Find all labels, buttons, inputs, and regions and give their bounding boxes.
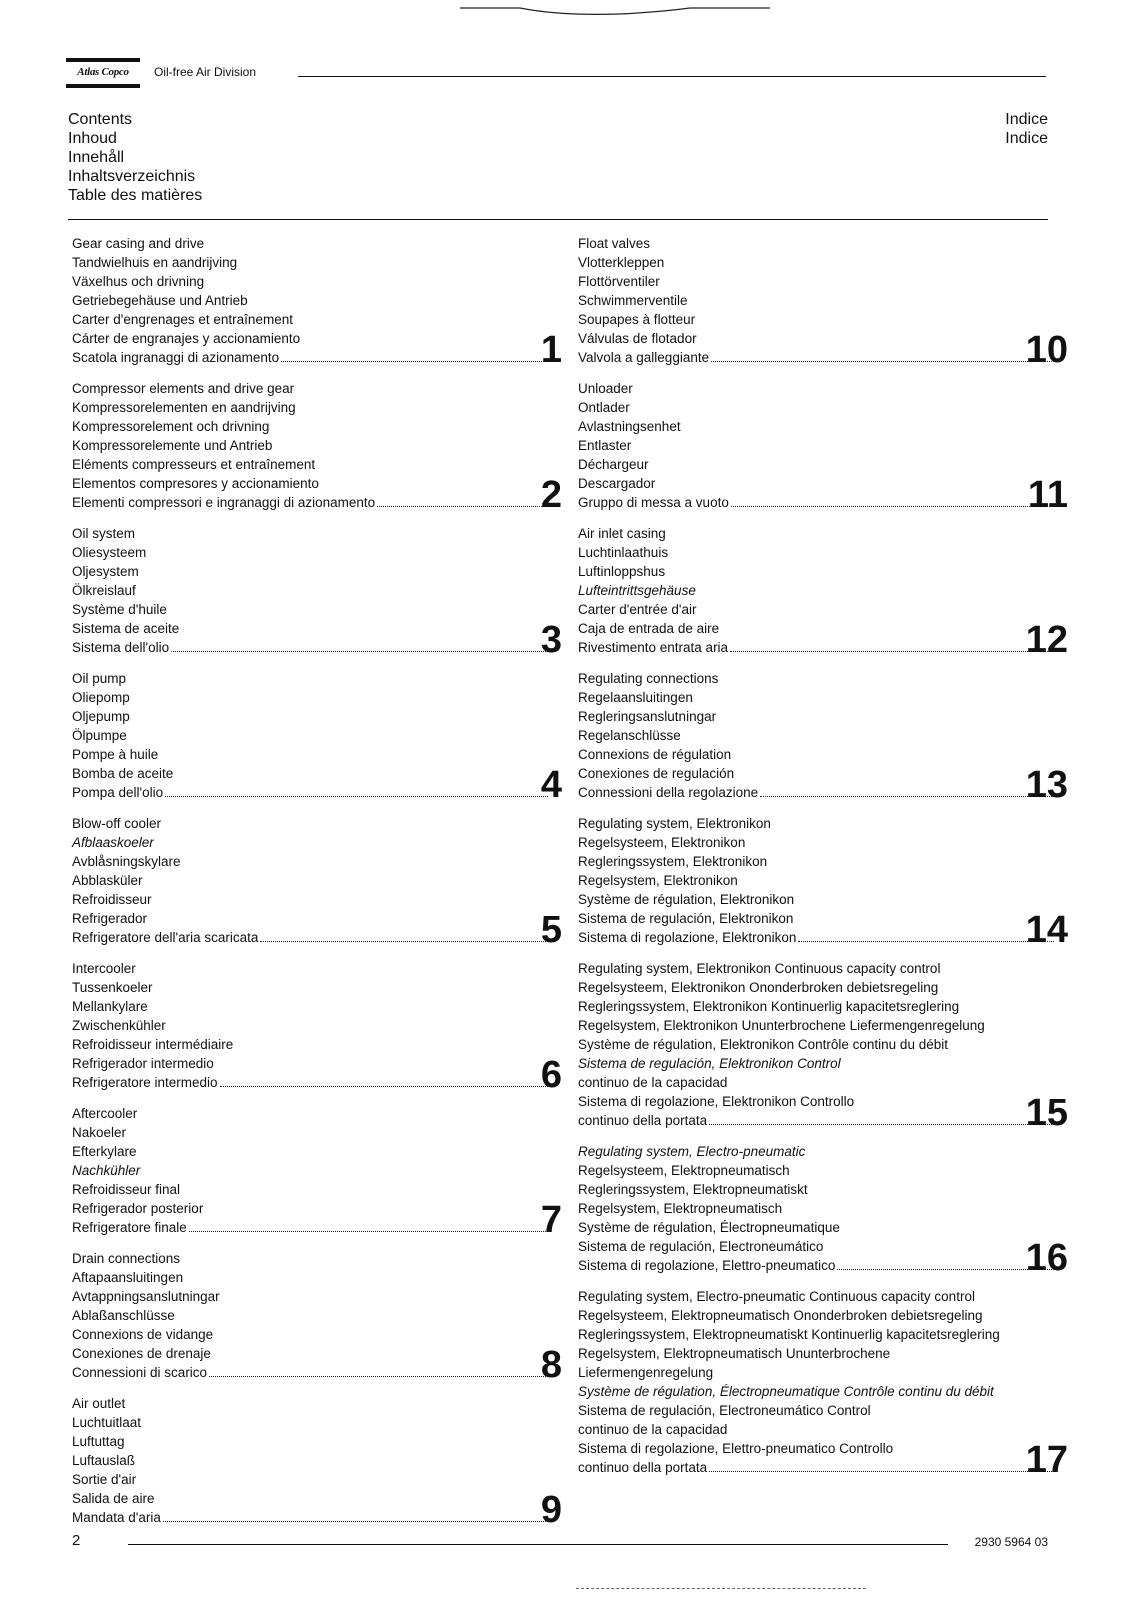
toc-entry-line: Lufteintrittsgehäuse [578,583,696,598]
toc-entry-line: Bomba de aceite [72,766,174,781]
toc-section-4[interactable] [72,669,562,806]
toc-entry-last-line [578,493,1058,512]
page-header [66,56,1046,92]
toc-entry-last-line [72,783,552,802]
toc-entry-line: Nachkühler [72,1163,141,1178]
document-number: 2930 5964 03 [974,1535,1048,1549]
contents-title: Innehåll [68,149,125,166]
toc-entry-line: Système de régulation, Elektronikon Contrôle continu du débit [578,1037,948,1052]
toc-entry-line: Regelaansluitingen [578,690,693,705]
toc-entry-line: Système de régulation, Électropneumatique [578,1220,840,1235]
section-number: 2 [540,474,562,516]
toc-entry-line: Regleringsanslutningar [578,709,717,724]
toc-entry-text: continuo della portata [578,1113,708,1128]
contents-titles-left [68,110,202,205]
toc-entry-text: Connessioni della regolazione [578,785,759,800]
section-number: 3 [540,619,562,661]
toc-entry-line: Unloader [578,381,633,396]
toc-entry-text: Refrigeratore finale [72,1220,187,1235]
toc-entry-line: Regelanschlüsse [578,728,681,743]
toc-entry-line: Entlaster [578,438,632,453]
toc-entry-last-line [72,1218,552,1237]
toc-entry-line: Kompressorelemente und Antrieb [72,438,273,453]
toc-entry-line: Vlotterkleppen [578,255,665,270]
dot-leader [171,651,548,652]
toc-entry-text: Scatola ingranaggi di azionamento [72,350,280,365]
section-number: 17 [1025,1439,1068,1481]
toc-entry-line: Kompressorelementen en aandrijving [72,400,296,415]
dot-leader [260,941,548,942]
section-number: 7 [540,1199,562,1241]
toc-section-1[interactable] [72,234,562,371]
toc-column-left [72,234,562,1539]
atlas-copco-logo: Atlas Copco [66,56,140,92]
toc-section-6[interactable] [72,959,562,1096]
toc-entry-last-line [578,638,1058,657]
section-number: 16 [1025,1237,1068,1279]
toc-entry-line: Ölpumpe [72,728,127,743]
toc-entry-last-line [578,928,1058,947]
toc-entry-line: Regelsystem, Elektropneumatisch Ununterbrochene [578,1346,891,1361]
toc-entry-line: Regelsystem, Elektronikon [578,873,738,888]
toc-entry-line: Tandwielhuis en aandrijving [72,255,238,270]
toc-entry-line: Air inlet casing [578,526,666,541]
contents-title: Indice [1005,111,1048,128]
toc-entry-last-line [578,348,1058,367]
toc-entry-text: Elementi compressori e ingranaggi di azionamento [72,495,376,510]
toc-section-13[interactable] [578,669,1068,806]
toc-entry-line: Eléments compresseurs et entraînement [72,457,316,472]
header-rule [298,76,1046,77]
toc-entry-line: Intercooler [72,961,136,976]
toc-entry-line: Oliepomp [72,690,130,705]
toc-entry-last-line [72,638,552,657]
toc-entry-line: Mellankylare [72,999,148,1014]
toc-section-9[interactable] [72,1394,562,1531]
toc-entry-line: Oliesysteem [72,545,147,560]
contents-titles-right [1005,110,1048,148]
contents-title: Inhaltsverzeichnis [68,168,196,185]
toc-entry-line: Regleringssystem, Elektropneumatiskt Kontinuerlig kapacitetsreglering [578,1327,1000,1342]
toc-entry-line: Refrigerador intermedio [72,1056,214,1071]
toc-entry-line: Regelsysteem, Elektronikon Ononderbroken debietsregeling [578,980,939,995]
contents-title: Inhoud [68,130,117,147]
toc-entry-line: Afblaaskoeler [72,835,154,850]
toc-entry-text: Rivestimento entrata aria [578,640,729,655]
dot-leader [377,506,548,507]
toc-entry-text: continuo della portata [578,1460,708,1475]
dot-leader [189,1231,548,1232]
toc-entry-line: Abblasküler [72,873,143,888]
toc-entry-line: Avlastningsenhet [578,419,681,434]
toc-entry-line: Soupapes à flotteur [578,312,696,327]
toc-entry-line: Blow-off cooler [72,816,162,831]
toc-entry-line: Ontlader [578,400,630,415]
toc-entry-line: Refrigerador [72,911,148,926]
dot-leader [711,361,1054,362]
scan-artifact-top [460,4,770,18]
toc-entry-line: Avtappningsanslutningar [72,1289,220,1304]
toc-entry-line: Luftauslaß [72,1453,136,1468]
toc-entry-line: Système de régulation, Électropneumatique Contrôle continu du débit [578,1384,994,1399]
toc-entry-line: Regulating system, Electro-pneumatic [578,1144,806,1159]
toc-entry-line: Salida de aire [72,1491,155,1506]
toc-entry-line: Luftuttag [72,1434,125,1449]
toc-entry-line: Système de régulation, Elektronikon [578,892,795,907]
toc-entry-last-line [72,1073,552,1092]
section-number: 8 [540,1344,562,1386]
toc-entry-line: Nakoeler [72,1125,127,1140]
toc-entry-line: Sistema de regulación, Elektronikon [578,911,794,926]
page-number: 2 [72,1532,81,1549]
section-number: 15 [1025,1092,1068,1134]
dot-leader [731,506,1054,507]
dot-leader [709,1124,1054,1125]
toc-section-16[interactable] [578,1142,1068,1279]
toc-section-15[interactable] [578,959,1068,1134]
toc-section-14[interactable] [578,814,1068,951]
dot-leader [209,1376,548,1377]
section-number: 11 [1027,474,1068,516]
toc-entry-line: Regleringssystem, Elektronikon Kontinuerlig kapacitetsreglering [578,999,960,1014]
dot-leader [709,1471,1054,1472]
toc-entry-last-line [72,493,552,512]
dot-leader [760,796,1054,797]
toc-entry-line: Regulating system, Elektronikon Continuous capacity control [578,961,941,976]
toc-entry-text: Refrigeratore dell'aria scaricata [72,930,259,945]
scan-artifact-bottom [576,1588,866,1593]
contents-title: Contents [68,111,133,128]
toc-entry-text: Connessioni di scarico [72,1365,208,1380]
toc-entry-line: Kompressorelement och drivning [72,419,270,434]
toc-entry-line: Ablaßanschlüsse [72,1308,175,1323]
toc-entry-last-line [578,1111,1058,1130]
toc-entry-text: Sistema dell'olio [72,640,170,655]
toc-entry-last-line [72,1363,552,1382]
toc-entry-line: Refroidisseur [72,892,152,907]
toc-entry-line: Luchtuitlaat [72,1415,142,1430]
section-number: 4 [540,764,562,806]
toc-entry-line: Oljesystem [72,564,139,579]
toc-section-8[interactable] [72,1249,562,1386]
toc-entry-line: Oil system [72,526,136,541]
toc-entry-line: Luchtinlaathuis [578,545,669,560]
toc-section-10[interactable] [578,234,1068,371]
toc-entry-line: Sistema de regulación, Electroneumático [578,1239,824,1254]
toc-entry-line: Regulating connections [578,671,719,686]
toc-entry-line: Regleringssystem, Elektronikon [578,854,768,869]
toc-entry-line: Drain connections [72,1251,181,1266]
toc-entry-line: Conexiones de regulación [578,766,735,781]
section-number: 1 [540,329,562,371]
toc-entry-line: continuo de la capacidad [578,1075,728,1090]
toc-column-right [578,234,1068,1489]
toc-section-3[interactable] [72,524,562,661]
toc-entry-last-line [578,783,1058,802]
toc-entry-line: Aftercooler [72,1106,138,1121]
toc-entry-line: Oljepump [72,709,130,724]
toc-entry-line: Sistema de aceite [72,621,180,636]
toc-section-12[interactable] [578,524,1068,661]
toc-entry-line: Sistema di regolazione, Elektronikon Controllo [578,1094,855,1109]
footer-rule [128,1544,948,1545]
toc-entry-line: Tussenkoeler [72,980,153,995]
toc-entry-text: Sistema di regolazione, Elettro-pneumatico [578,1258,836,1273]
section-number: 9 [540,1489,562,1531]
dot-leader [730,651,1054,652]
dot-leader [163,1521,548,1522]
toc-entry-line: Gear casing and drive [72,236,205,251]
toc-entry-line: Connexions de régulation [578,747,732,762]
toc-entry-last-line [578,1458,1058,1477]
toc-entry-text: Sistema di regolazione, Elektronikon [578,930,797,945]
toc-entry-line: Regleringssystem, Elektropneumatiskt [578,1182,808,1197]
toc-entry-line: Air outlet [72,1396,126,1411]
toc-entry-line: Cárter de engranajes y accionamiento [72,331,301,346]
toc-entry-line: Ölkreislauf [72,583,136,598]
toc-entry-line: Regulating system, Elektronikon [578,816,771,831]
toc-entry-text: Valvola a galleggiante [578,350,710,365]
toc-entry-line: Carter d'engrenages et entraînement [72,312,293,327]
toc-entry-line: Regelsysteem, Elektronikon [578,835,746,850]
toc-entry-line: Elementos compresores y accionamiento [72,476,319,491]
section-number: 10 [1025,329,1068,371]
dot-leader [165,796,548,797]
toc-entry-line: Caja de entrada de aire [578,621,720,636]
toc-entry-line: Regelsystem, Elektronikon Ununterbrochene Liefermengenregelung [578,1018,985,1033]
toc-entry-line: Avblåsningskylare [72,854,181,869]
toc-entry-line: Efterkylare [72,1144,137,1159]
toc-entry-line: Refrigerador posterior [72,1201,204,1216]
dot-leader [281,361,548,362]
toc-entry-last-line [72,928,552,947]
toc-entry-line: Liefermengenregelung [578,1365,714,1380]
toc-entry-line: Pompe à huile [72,747,159,762]
toc-entry-line: Schwimmerventile [578,293,688,308]
toc-entry-last-line [72,348,552,367]
toc-entry-line: Regelsysteem, Elektropneumatisch [578,1163,790,1178]
section-number: 6 [540,1054,562,1096]
toc-section-2[interactable] [72,379,562,516]
toc-entry-line: Sistema di regolazione, Elettro-pneumatico Controllo [578,1441,894,1456]
toc-entry-text: Refrigeratore intermedio [72,1075,218,1090]
dot-leader [837,1269,1054,1270]
toc-section-5[interactable] [72,814,562,951]
toc-entry-line: Flottörventiler [578,274,660,289]
toc-entry-line: Refroidisseur final [72,1182,181,1197]
toc-entry-line: Refroidisseur intermédiaire [72,1037,234,1052]
toc-entry-line: Float valves [578,236,651,251]
toc-entry-line: Getriebegehäuse und Antrieb [72,293,248,308]
contents-rule [68,219,1048,220]
toc-entry-line: Luftinloppshus [578,564,666,579]
toc-entry-line: Descargador [578,476,656,491]
toc-section-11[interactable] [578,379,1068,516]
toc-entry-last-line [72,1508,552,1527]
toc-entry-line: Aftapaansluitingen [72,1270,184,1285]
division-name: Oil-free Air Division [154,65,257,79]
toc-entry-line: Déchargeur [578,457,649,472]
toc-entry-line: Válvulas de flotador [578,331,697,346]
toc-entry-line: Sistema de regulación, Elektronikon Control [578,1056,841,1071]
section-number: 12 [1025,619,1068,661]
toc-entry-line: Compressor elements and drive gear [72,381,295,396]
dot-leader [798,941,1054,942]
contents-title: Table des matières [68,187,203,204]
toc-section-17[interactable] [578,1287,1068,1481]
toc-entry-line: Sistema de regulación, Electroneumático Control [578,1403,871,1418]
toc-entry-line: Carter d'entrée d'air [578,602,697,617]
toc-entry-line: continuo de la capacidad [578,1422,728,1437]
toc-entry-line: Sortie d'air [72,1472,137,1487]
toc-entry-text: Pompa dell'olio [72,785,164,800]
section-number: 14 [1025,909,1068,951]
toc-entry-text: Gruppo di messa a vuoto [578,495,729,510]
toc-entry-line: Regulating system, Electro-pneumatic Continuous capacity control [578,1289,975,1304]
toc-entry-line: Zwischenkühler [72,1018,166,1033]
section-number: 13 [1025,764,1068,806]
toc-entry-line: Regelsystem, Elektropneumatisch [578,1201,783,1216]
dot-leader [220,1086,548,1087]
toc-entry-last-line [578,1256,1058,1275]
toc-entry-line: Oil pump [72,671,127,686]
toc-entry-line: Regelsysteem, Elektropneumatisch Ononderbroken debietsregeling [578,1308,983,1323]
toc-entry-text: Mandata d'aria [72,1510,161,1525]
toc-section-7[interactable] [72,1104,562,1241]
toc-entry-line: Conexiones de drenaje [72,1346,211,1361]
section-number: 5 [540,909,562,951]
toc-entry-line: Système d'huile [72,602,167,617]
contents-title: Indice [1005,130,1048,147]
toc-entry-line: Connexions de vidange [72,1327,214,1342]
toc-entry-line: Växelhus och drivning [72,274,205,289]
